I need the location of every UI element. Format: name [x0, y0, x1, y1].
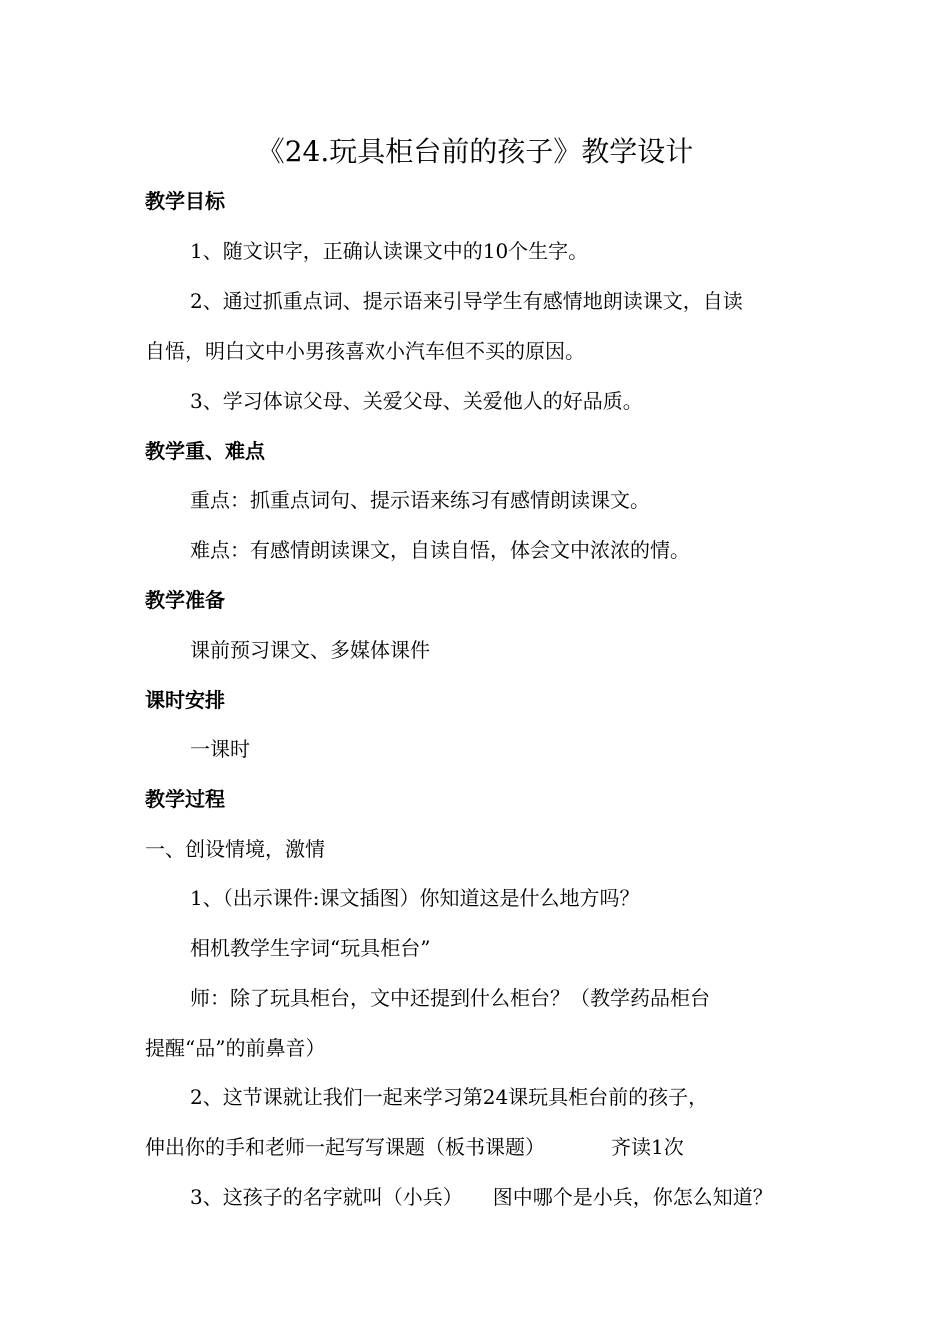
objective-item-2-line-2: 自悟，明白文中小男孩喜欢小汽车但不买的原因。 [145, 339, 585, 363]
document-title: 《24.玩具柜台前的孩子》教学设计 [256, 135, 694, 168]
process-step-1: 1、（出示课件:课文插图）你知道这是什么地方吗？ [190, 886, 640, 910]
key-point-focus: 重点：抓重点词句、提示语来练习有感情朗读课文。 [190, 488, 650, 512]
process-step-3-question: 图中哪个是小兵，你怎么知道？ [492, 1185, 773, 1209]
section-heading-process: 教学过程 [145, 787, 225, 811]
process-step-2-line-2 [145, 1133, 684, 1161]
section-heading-objectives: 教学目标 [145, 189, 225, 213]
section-heading-schedule: 课时安排 [145, 688, 225, 712]
process-teacher-line-1: 师：除了玩具柜台，文中还提到什么柜台？（教学药品柜台 [190, 986, 710, 1010]
process-part-1-title: 一、创设情境，激情 [145, 837, 325, 861]
process-step-3 [190, 1183, 773, 1211]
section-heading-key-points: 教学重、难点 [145, 439, 265, 463]
process-step-3-name: 3、这孩子的名字就叫（小兵） [190, 1185, 463, 1209]
section-heading-preparation: 教学准备 [145, 588, 225, 612]
process-teacher-line-2: 提醒“品”的前鼻音） [145, 1036, 326, 1060]
objective-item-1: 1、随文识字，正确认读课文中的10个生字。 [190, 239, 589, 263]
objective-item-2-line-1: 2、通过抓重点词、提示语来引导学生有感情地朗读课文，自读 [190, 289, 743, 313]
process-step-2-line-1: 2、这节课就让我们一起来学习第24课玩具柜台前的孩子， [190, 1085, 709, 1109]
key-point-difficulty: 难点：有感情朗读课文，自读自悟，体会文中浓浓的情。 [190, 538, 690, 562]
process-step-2-read-aloud: 齐读1次 [611, 1135, 684, 1159]
process-step-2-line-2-text: 伸出你的手和老师一起写写课题（板书课题） [145, 1135, 545, 1159]
objective-item-3: 3、学习体谅父母、关爱父母、关爱他人的好品质。 [190, 389, 643, 413]
process-step-1-words: 相机教学生字词“玩具柜台” [190, 936, 431, 960]
schedule-content: 一课时 [190, 737, 250, 761]
preparation-content: 课前预习课文、多媒体课件 [190, 638, 430, 662]
